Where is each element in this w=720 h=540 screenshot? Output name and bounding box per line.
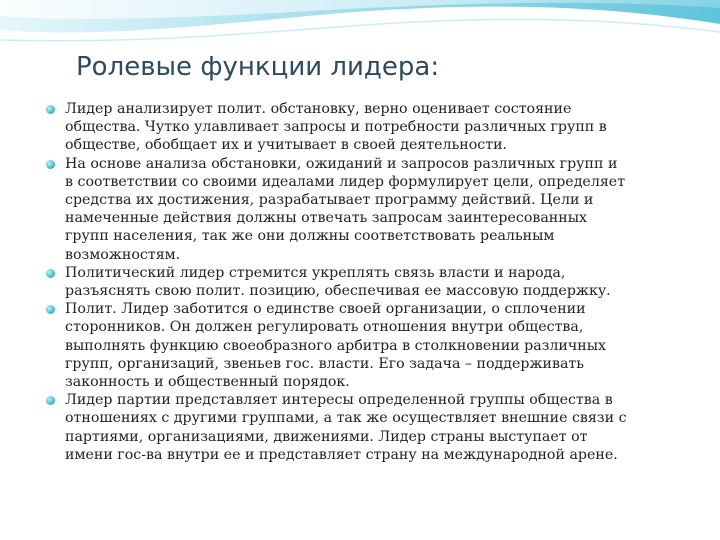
bullet-text-line: партиями, организациями, движениями. Лидер страны выступает от [65, 428, 588, 445]
bullet-text-line: имени гос-ва внутри ее и представляет страну на международной арене. [65, 446, 618, 463]
bullet-text-line: разъяснять свою полит. позицию, обеспечивая ее массовую поддержку. [65, 283, 611, 300]
bullet-text-line: отношениях с другими группами, а так же осуществляет внешние связи с [65, 410, 627, 427]
bullet-text-line: законность и общественный порядок. [65, 374, 350, 391]
bullet-item [46, 264, 696, 300]
bullet-text-line: средства их достижения, разрабатывает программу действий. Цели и [65, 192, 594, 209]
slide-title: Ролевые функции лидера: [76, 52, 440, 82]
bullet-item [46, 391, 696, 464]
bullet-item [46, 155, 696, 264]
bullet-dot-icon [46, 160, 55, 169]
bullet-text-line: возможностям. [65, 246, 181, 263]
bullet-dot-icon [46, 305, 55, 314]
bullet-text-line: Лидер партии представляет интересы определенной группы общества в [65, 392, 613, 409]
bullet-item [46, 100, 696, 155]
bullet-text-line: групп населения, так же они должны соответствовать реальным [65, 228, 555, 245]
bullet-text-line: обществе, обобщает их и учитывает в своей деятельности. [65, 137, 508, 154]
bullet-text-line: групп, организаций, звеньев гос. власти. Его задача – поддерживать [65, 355, 584, 372]
bullet-text-line: Политический лидер стремится укреплять связь власти и народа, [65, 264, 566, 281]
bullet-text-line: сторонников. Он должен регулировать отношения внутри общества, [65, 319, 584, 336]
bullet-item [46, 300, 696, 391]
bullet-text-line: общества. Чутко улавливает запросы и потребности различных групп в [65, 119, 607, 136]
header-wave-decoration [0, 0, 720, 60]
bullet-text-line: намеченные действия должны отвечать запросам заинтересованных [65, 210, 588, 227]
bullet-dot-icon [46, 269, 55, 278]
bullet-text-line: На основе анализа обстановки, ожиданий и запросов различных групп и [65, 155, 618, 172]
bullet-dot-icon [46, 105, 55, 114]
bullet-text-line: выполнять функцию своеобразного арбитра в столкновении различных [65, 337, 606, 354]
bullet-text-line: в соответствии со своими идеалами лидер формулирует цели, определяет [65, 173, 626, 190]
bullet-list [46, 100, 696, 464]
bullet-text-line: Полит. Лидер заботится о единстве своей организации, о сплочении [65, 301, 586, 318]
bullet-dot-icon [46, 396, 55, 405]
bullet-text-line: Лидер анализирует полит. обстановку, верно оценивает состояние [65, 101, 572, 117]
